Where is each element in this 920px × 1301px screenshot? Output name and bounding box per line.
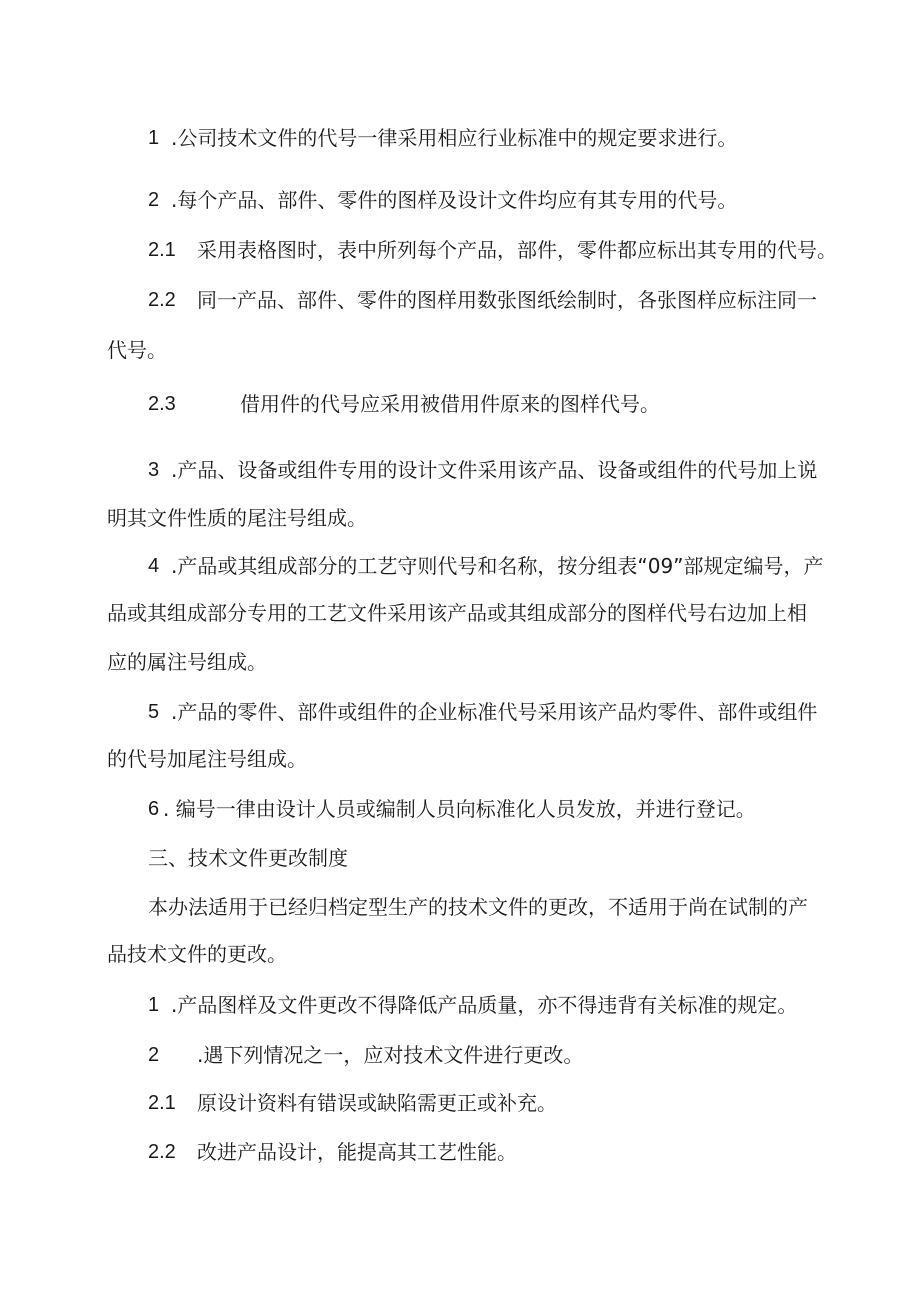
clause-text: . 编号一律由设计人员或编制人员向标准化人员发放，并进行登记。: [163, 797, 756, 821]
clause-text: .产品图样及文件更改不得降低产品质量，亦不得违背有关标准的规定。: [171, 993, 798, 1017]
clause-number: 2.1: [148, 1092, 176, 1114]
clause-text: .产品、设备或组件专用的设计文件采用该产品、设备或组件的代号加上说: [171, 458, 818, 482]
clause-text: 品或其组成部分专用的工艺文件采用该产品或其组成部分的图样代号右边加上相: [107, 601, 807, 625]
clause-number: 2.1: [148, 239, 176, 261]
clause-text: .公司技术文件的代号一律采用相应行业标准中的规定要求进行。: [171, 126, 738, 150]
intro-text: 本办法适用于已经归档定型生产的技术文件的更改，不适用于尚在试制的产: [148, 895, 808, 919]
clause-text: 改进产品设计，能提高其工艺性能。: [197, 1140, 517, 1164]
clause-number: 2.2: [148, 289, 176, 311]
clause-number: 2: [148, 1044, 160, 1066]
clause-number: 6: [148, 798, 160, 820]
clause-number: 1: [148, 127, 160, 149]
clause-text: .产品或其组成部分的工艺守则代号和名称，按分组表“09”部规定编号，产: [171, 554, 824, 578]
clause-text: .产品的零件、部件或组件的企业标准代号采用该产品灼零件、部件或组件: [171, 700, 818, 724]
clause-number: 2.3: [148, 393, 176, 415]
clause-text: 明其文件性质的尾注号组成。: [107, 506, 367, 530]
intro-text: 品技术文件的更改。: [107, 942, 287, 966]
clause-text: 同一产品、部件、零件的图样用数张图纸绘制时，各张图样应标注同一: [197, 288, 817, 312]
clause-text: 原设计资料有错误或缺陷需更正或补充。: [197, 1091, 557, 1115]
clause-number: 2.2: [148, 1141, 176, 1163]
section-heading: 三、技术文件更改制度: [148, 846, 348, 870]
clause-text: 应的属注号组成。: [107, 650, 267, 674]
clause-number: 4: [148, 555, 160, 577]
clause-text: 的代号加尾注号组成。: [107, 747, 307, 771]
clause-text: 代号。: [107, 338, 167, 362]
clause-number: 3: [148, 459, 160, 481]
clause-text: 借用件的代号应采用被借用件原来的图样代号。: [240, 392, 660, 416]
clause-number: 2: [148, 189, 160, 211]
clause-text: 采用表格图时，表中所列每个产品，部件，零件都应标出其专用的代号。: [197, 238, 837, 262]
clause-text: .遇下列情况之一，应对技术文件进行更改。: [197, 1043, 584, 1067]
clause-number: 5: [148, 701, 160, 723]
clause-text: .每个产品、部件、零件的图样及设计文件均应有其专用的代号。: [171, 188, 738, 212]
clause-number: 1: [148, 994, 160, 1016]
